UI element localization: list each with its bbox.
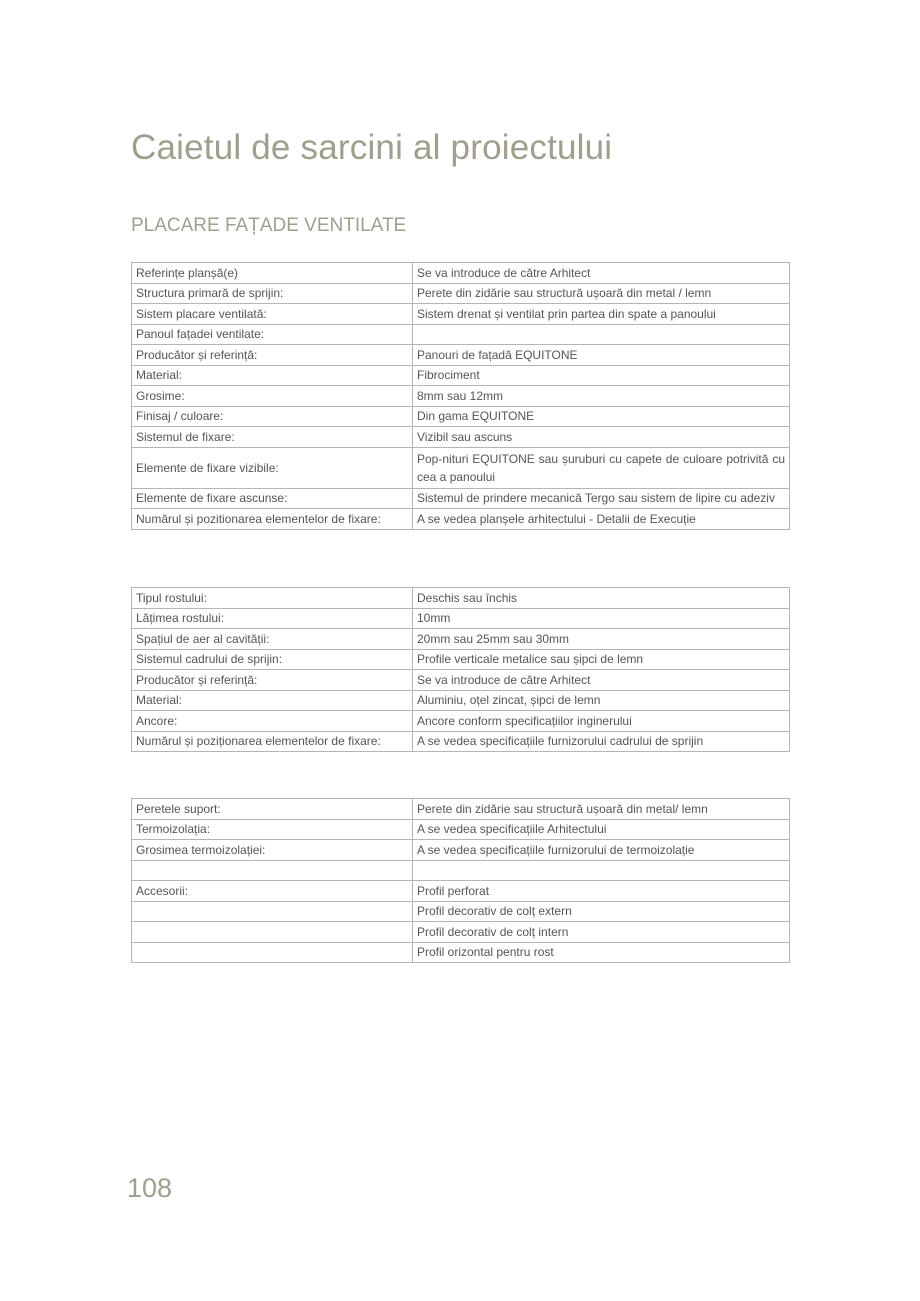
row-value: Perete din zidărie sau structură ușoară din metal / lemn: [413, 283, 790, 304]
row-label: [132, 922, 413, 943]
row-value: Ancore conform specificațiilor inginerului: [413, 711, 790, 732]
row-label: Lățimea rostului:: [132, 608, 413, 629]
row-label: Panoul fațadei ventilate:: [132, 324, 413, 345]
table-row: [132, 263, 790, 284]
row-value: Panouri de fațadă EQUITONE: [413, 345, 790, 366]
row-label: [132, 942, 413, 963]
table-row: [132, 324, 790, 345]
table-row: [132, 509, 790, 530]
table-row: [132, 649, 790, 670]
row-label: [132, 901, 413, 922]
row-label: Tipul rostului:: [132, 588, 413, 609]
row-label: Peretele suport:: [132, 799, 413, 820]
row-label: Material:: [132, 690, 413, 711]
row-value: Perete din zidărie sau structură ușoară din metal/ lemn: [413, 799, 790, 820]
row-label: Material:: [132, 365, 413, 386]
row-value: Sistemul de prindere mecanică Tergo sau sistem de lipire cu adeziv: [413, 488, 790, 509]
row-value: Profil orizontal pentru rost: [413, 942, 790, 963]
row-value: Profil perforat: [413, 881, 790, 902]
table-row: [132, 711, 790, 732]
row-label: Numărul și pozitionarea elementelor de fixare:: [132, 509, 413, 530]
row-value: A se vedea specificațiile furnizorului de termoizolație: [413, 840, 790, 861]
row-value: Deschis sau închis: [413, 588, 790, 609]
row-label: Grosimea termoizolației:: [132, 840, 413, 861]
row-value: 10mm: [413, 608, 790, 629]
spec-table-cladding: [131, 262, 790, 530]
table-row: [132, 283, 790, 304]
table-row: [132, 365, 790, 386]
row-value: A se vedea specificațiile Arhitectului: [413, 819, 790, 840]
table-row: [132, 406, 790, 427]
row-value: [413, 324, 790, 345]
row-label: Structura primară de sprijin:: [132, 283, 413, 304]
table-row: [132, 304, 790, 325]
table-row: [132, 881, 790, 902]
row-label: Elemente de fixare ascunse:: [132, 488, 413, 509]
table-row: [132, 629, 790, 650]
table-row: [132, 840, 790, 861]
spec-table-wall-accessories: [131, 798, 790, 963]
row-value: Din gama EQUITONE: [413, 406, 790, 427]
row-label: Producător și referință:: [132, 345, 413, 366]
row-value: A se vedea planșele arhitectului - Detalii de Execuție: [413, 509, 790, 530]
row-value: Aluminiu, oțel zincat, șipci de lemn: [413, 690, 790, 711]
section-title: PLACARE FAȚADE VENTILATE: [131, 215, 407, 236]
row-label: Grosime:: [132, 386, 413, 407]
row-label: Sistemul cadrului de sprijin:: [132, 649, 413, 670]
table-row: [132, 386, 790, 407]
row-label: Numărul și poziționarea elementelor de fixare:: [132, 731, 413, 752]
row-value: 8mm sau 12mm: [413, 386, 790, 407]
table-row: [132, 488, 790, 509]
table-row: [132, 942, 790, 963]
row-value: Fibrociment: [413, 365, 790, 386]
row-value: Profil decorativ de colț intern: [413, 922, 790, 943]
row-value: [413, 860, 790, 881]
table-row: [132, 670, 790, 691]
row-value: Vizibil sau ascuns: [413, 427, 790, 448]
table-row: [132, 922, 790, 943]
table-row: [132, 731, 790, 752]
row-label: Ancore:: [132, 711, 413, 732]
table-row: [132, 860, 790, 881]
row-value: Se va introduce de către Arhitect: [413, 263, 790, 284]
row-value: Profile verticale metalice sau șipci de lemn: [413, 649, 790, 670]
row-label: Sistem placare ventilată:: [132, 304, 413, 325]
table-row: [132, 901, 790, 922]
row-value: 20mm sau 25mm sau 30mm: [413, 629, 790, 650]
page-title: Caietul de sarcini al proiectului: [131, 128, 613, 167]
row-value: Profil decorativ de colț extern: [413, 901, 790, 922]
table-row: [132, 345, 790, 366]
row-label: Elemente de fixare vizibile:: [132, 447, 413, 488]
table-row: [132, 690, 790, 711]
table-row: [132, 427, 790, 448]
row-label: Finisaj / culoare:: [132, 406, 413, 427]
row-value: A se vedea specificațiile furnizorului cadrului de sprijin: [413, 731, 790, 752]
row-value: Se va introduce de către Arhitect: [413, 670, 790, 691]
page-number: 108: [127, 1173, 173, 1203]
row-label: [132, 860, 413, 881]
row-label: Sistemul de fixare:: [132, 427, 413, 448]
row-label: Termoizolația:: [132, 819, 413, 840]
spec-table-support-frame: [131, 587, 790, 752]
table-row: [132, 799, 790, 820]
row-label: Referințe planșă(e): [132, 263, 413, 284]
row-label: Spațiul de aer al cavității:: [132, 629, 413, 650]
table-row: [132, 608, 790, 629]
row-label: Accesorii:: [132, 881, 413, 902]
row-value: Sistem drenat și ventilat prin partea din spate a panoului: [413, 304, 790, 325]
table-row: [132, 447, 790, 488]
table-row: [132, 819, 790, 840]
row-label: Producător și referință:: [132, 670, 413, 691]
table-row: [132, 588, 790, 609]
row-value: Pop-nituri EQUITONE sau șuruburi cu capete de culoare potrivită cu cea a panoului: [413, 447, 790, 488]
